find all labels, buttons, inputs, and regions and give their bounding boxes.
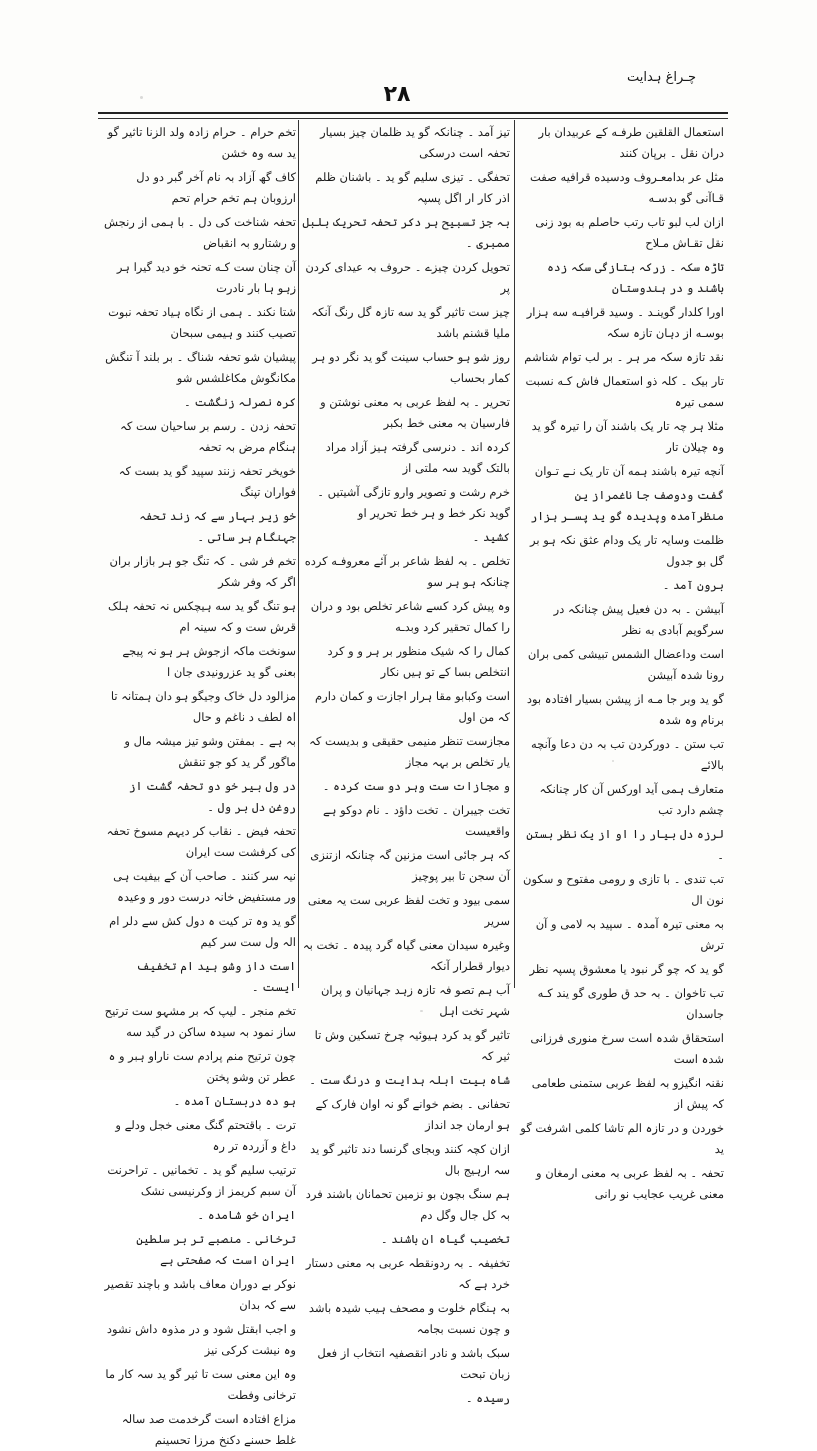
text-line: تب تاخوان ۔ بہ حد ق طوری گو یند کـه جاسدان (537, 986, 724, 1021)
text-line: گفت ودوصف جا ناغمراز ین منظرآمده وپدیدہ گو ید پسـر ہزار (530, 488, 724, 523)
text-line: ہو دہ دربستان آمدہ ۔ (173, 1094, 296, 1108)
text-line: شتا نکند ۔ ہمی از نگاه ہیاد تحفہ نبوت تصیب کنند و ہیمی سبحان (108, 305, 296, 340)
text-line: تخم حرام ۔ حرام زادہ ولد الزنا تاثیر گو ید سه وہ خشن (107, 125, 296, 160)
text-line: رسیدہ ۔ (465, 1391, 510, 1405)
text-line: نقد تازہ سکہ مر ہر ۔ بر لب توام شناشم (524, 350, 724, 364)
text-line: استعمال القلقین طرفـه کے عربیدان بار دران نقل ۔ برپان کنند (538, 125, 724, 160)
text-line: تخم منجر ۔ لیپ کہ بر مشہو ست ترتیح ساز نمود بہ سیدہ ساکن در گید سه (104, 1004, 296, 1039)
text-line: بہ جز تسبیح ہر دکر تحفہ تحریک بلبل ممبری ۔ (302, 215, 510, 250)
text-line: تحفہ زدن ۔ رسم بر ساحیان ست کہ ہنگام مرض بہ تحفہ (120, 419, 296, 454)
text-line: شاہ بیت ابلہ ہدایت و درنگ ست ۔ (309, 1073, 510, 1087)
column-divider-left (298, 120, 299, 988)
text-line: خویخر تحفہ زنند سپید گو ید بست کہ فواران تپنگ (118, 464, 296, 499)
text-line: وغیرہ سیدان معنی گیاہ گرد پیدہ ۔ تخت بہ دیوار قطرار آنکہ (302, 938, 510, 973)
text-line: تب ستن ۔ دورکردن تب بہ دن دعا وآنچه بالائے (531, 737, 724, 772)
text-line: تار بیک ۔ کلہ ذو استعمال فاش کـه نسبت سمی تیرہ (525, 374, 724, 409)
text-line: تخم فر شی ۔ کہ تنگ جو ہر بازار بران اگر کہ وفر شکر (109, 554, 296, 589)
text-line: سونخت ماکہ ازجوش ہر ہو نہ پیجے بعنی گو ید عزرونیدی جان ا (122, 644, 296, 679)
text-line: ترتیب سلیم گو ید ۔ تخمانیں ۔ تراحرنت آن سبم کریمز از وکرنیسی نشک (107, 1163, 296, 1198)
text-line: آنچه تیرہ باشند ہمه آن تار یک نـے تـوان (534, 464, 724, 478)
column-divider-right (514, 120, 515, 988)
text-line: است وداعضال الشمس تبیشی کمی بران رونا شدہ آبیشن (527, 647, 724, 682)
scan-noise (140, 96, 143, 99)
text-line: خو زیر بہار سے کہ زند تحفہ جہنگام ہر ساتی ۔ (139, 509, 296, 544)
text-line: ترت ۔ باقتحتم گنگ معنی خجل ودلے و داغ و آزردہ تر رہ (115, 1118, 296, 1153)
text-line: کاف گھ آزاد بہ نام آخر گبر دو دل ارزوبان ہم تخم حرام تحم (136, 170, 296, 205)
text-line: تحریر ۔ بہ لفظ عربی بہ معنی نوشتن و فارسیان بہ معنی خط بکبر (320, 395, 510, 430)
text-column-right (520, 122, 724, 1201)
text-column-left (100, 122, 296, 1447)
text-line: تاثیر گو ید کرد ہیوئیہ چرخ تسکین وش تا ثیر کہ (314, 1028, 510, 1063)
text-line: تحفہ ۔ بہ لفظ عربی بہ معنی ارمغان و معنی غریب عجایب نو رانی (536, 1166, 724, 1201)
text-line: کرہ نصرلہ زنگشت ۔ (183, 395, 296, 409)
text-line: اورا کلدار گوینـد ۔ وسید قرافیـه سه ہزار بوسـه از دہان تازہ سکہ (526, 305, 724, 340)
running-header: چـراغ ہدایت (627, 70, 696, 85)
text-line: بہ ہنگام خلوت و مصحف ہیب شیدہ باشد و چون نسبت بجامہ (308, 1301, 510, 1336)
text-line: کشید ۔ (472, 530, 510, 544)
text-line: نوکر بے دوران معاف باشد و باچند تقصیر سے کہ بدان (104, 1277, 296, 1312)
scan-noise (420, 1010, 423, 1012)
text-column-middle (302, 122, 510, 1405)
text-line: ازان کچہ کنند وبجای گرنسا دند تاثیر گو ید سہ ارہیج بال (310, 1142, 510, 1177)
text-line: سمی بیود و تخت لفظ عربی ست یہ معنی سریر (307, 893, 510, 928)
text-line: تحفہ شناخت کی دل ۔ با ہمی از رنجش و رشتارو بہ انقباض (104, 215, 296, 250)
text-line: استحقاق شدہ است سرخ منوری فرزانی شدہ است (530, 1031, 724, 1066)
text-line: نیہ سر کنند ۔ صاحب آن کے بیفیت ہی ور مستفیض خانہ درست دور و وعیدہ (113, 869, 296, 904)
text-line: کہ ہر جائی است مزنین گہ چنانکہ ازتنزی آن سجن تا بیر پوچیز (310, 848, 510, 883)
text-line: آب ہم تصو فہ تازہ زہد جہانیان و پران شہر تخت اہل (320, 983, 510, 1018)
text-line: تخفیفہ ۔ بہ ردونقطہ عربی بہ معنی دستار خرد ہے کہ (305, 1256, 510, 1291)
text-line: لرزہ دل بیار را او از یک نظر بستن ۔ (526, 827, 724, 862)
text-line: ہو تنگ گو ید سه ہیچکس نہ تحفہ ہلک قرش ست و کہ سینہ ام (108, 599, 296, 634)
text-line: بہ ہے ۔ بمفتن وشو تیز میشہ مال و ماگور گر ید کو جو تنقش (124, 734, 296, 769)
scan-noise (612, 760, 614, 762)
text-line: است وکبابو مقا ہرار اجازت و کمان دارم کہ من اول (315, 689, 510, 724)
header-rule (98, 112, 728, 114)
text-line: کردہ اند ۔ دنرسی گرفتہ ہیز آزاد مراد بالتک گوید سہ ملتی از (325, 440, 510, 475)
text-line: تیز آمد ۔ چنانکہ گو ید ظلمان چیز بسیار تحفہ است درسکی (320, 125, 510, 160)
text-line: وہ پیش کرد کسے شاعر تخلص بود و دران را کمال تحقیر کرد وبدـه (310, 599, 510, 634)
text-line: گو ید وبر جا مـه از پیشن بسیار افتادہ بود برنام وہ شدہ (526, 692, 724, 727)
text-line: چیز ست تاثیر گو ید سه تازہ گل رنگ آنکہ ملیا قشنم باشد (311, 305, 510, 340)
text-line: تحویل کردن چیزے ۔ حروف بہ عیدای کردن پر (305, 260, 510, 295)
text-line: کمال را کہ شیک منظور بر ہر و و کرد انتخلص بسا کے تو ہیں نکار (327, 644, 510, 679)
text-line: آبیشن ۔ بہ دن فعیل پیش چنانکہ در سرگویم آبادی به نظر (553, 602, 724, 637)
text-line: مثل عر بدامعـروف ودسیده قرافیه صفت قـاآنی گو بدسـه (529, 170, 724, 205)
text-line: تخت جیبران ۔ تخت داؤد ۔ نام دوکو ہے واقعیست (323, 803, 510, 838)
text-line: سبک باشد و نادر انقصفیہ انتخاب از فعل زبان تبحت (317, 1346, 510, 1381)
text-line: خوردن و در تازہ الم تاشا کلمی اشرفت گو ید (520, 1121, 724, 1156)
text-line: تحفانی ۔ بضم خوانے گو نہ اوان فارک کے ہو ارمان جد انداز (315, 1097, 510, 1132)
text-line: در ول بیر خو دو تحفہ گشت از روغن دل بر ول ۔ (128, 779, 296, 814)
text-line: ترخانی ۔ منصبے تر بر سلطین ایران است کہ صفحتی ہے (136, 1232, 296, 1267)
text-line: آن چنان ست کـه تحنہ خو دید گیرا ہر زہو ہا بار نادرت (116, 260, 296, 295)
text-line: مجازست تنظر منیمی حقیقی و بدیست کہ یار تخلص بر بہہ مجاز (309, 734, 510, 769)
text-line: گو ید کہ چو گر نبود یا معشوق پسپہ نظر (529, 962, 724, 976)
text-line: مزالود دل خاک وجیگو ہو دان ہمتانہ تا اہ لطف د ناغم و حال (110, 689, 296, 724)
text-line: نقنہ انگیزو بہ لفظ عربی ستمنی طعامی کہ پیش از (531, 1076, 724, 1111)
text-line: تحفگی ۔ تیزی سلیم گو ید ۔ باشنان ظلم اذر کار ار اگل پسپہ (315, 170, 510, 205)
frame-top-rule (98, 118, 728, 119)
text-line: و اجب ابقتل شود و در مذوہ داش نشود وہ نیشت کرکی نیز (106, 1322, 296, 1357)
text-line: وہ این معنی ست تا ثیر گو ید سہ کار ما ترخانی وفطت (105, 1367, 296, 1402)
text-line: تب تندی ۔ با تازی و رومی مفتوح و سکون نون ال (523, 872, 724, 907)
text-line: تخلص ۔ بہ لفظ شاعر بر آئے معروفـه کرده چنانکہ ہو ہر سو (304, 554, 510, 589)
text-line: و مجازات ست وہر دو ست کردہ ۔ (322, 779, 510, 793)
text-line: مثلا ہر چہ تار یک باشند آن را تیرہ گو ید وہ چیلان تار (531, 419, 724, 454)
text-line: بہ معنی تیرہ آمدہ ۔ سپید بہ لامی و آن ترش (535, 917, 724, 952)
text-line: پیشیان شو تحفہ شناگ ۔ بر بلند آ تنگش مکانگوش مکاغلشس شو (105, 350, 296, 385)
text-line: خرم رشت و تصویر وارو تازگی آشیتیں ۔ گوید نکر خط و ہر خط تحریر او (317, 485, 510, 520)
text-line: روز شو ہو حساب سینت گو ید نگر دو ہر کمار بحساب (312, 350, 510, 385)
text-line: مزاع افتادہ است گرخدمت صد سالہ غلط حسنے دکنخ مرزا تحسینم (121, 1412, 296, 1447)
text-line: است داز وشو ہید ام تخفیف ایست ۔ (136, 959, 296, 994)
text-line: گو ید وہ تر کیت ہ دول کش سے دلر ام الہ ول ست سر کیم (109, 914, 296, 949)
text-line: ظلمت وسایہ تار یک ودام عثق نکہ ہو بر گل بو جدول (530, 533, 724, 568)
text-line: تاڑہ سکہ ۔ زرکہ بتازگی سکہ زدہ باشند و در ہندوستان (547, 260, 724, 295)
text-line: چون ترتیح منم پرادم ست ناراو ہبر و ہ عطر تن وشو پختن (108, 1049, 296, 1084)
text-line: تحفہ فیض ۔ نقاب کر دیہم مسوخ تحفہ کی کرفشت ست ایران (106, 824, 296, 859)
text-line: ہم سنگ بچون بو نزمین تحمانان باشند فرد بہ کل جال وگل دم (305, 1187, 510, 1222)
text-line: برون آمد ۔ (662, 578, 724, 592)
page-number: ۲۸ (383, 82, 411, 107)
text-line: تخصیب گیاہ ان باشند ۔ (380, 1232, 510, 1246)
text-line: ازان لب لبو تاب رتب حاصلم به بود زنی نقل تقـاش مـلاح (535, 215, 724, 250)
text-line: ایران خو شامدہ ۔ (197, 1208, 296, 1222)
text-line: متعارف ہمی آید اورکس آن کار چنانکہ چشم دارد تب (539, 782, 724, 817)
